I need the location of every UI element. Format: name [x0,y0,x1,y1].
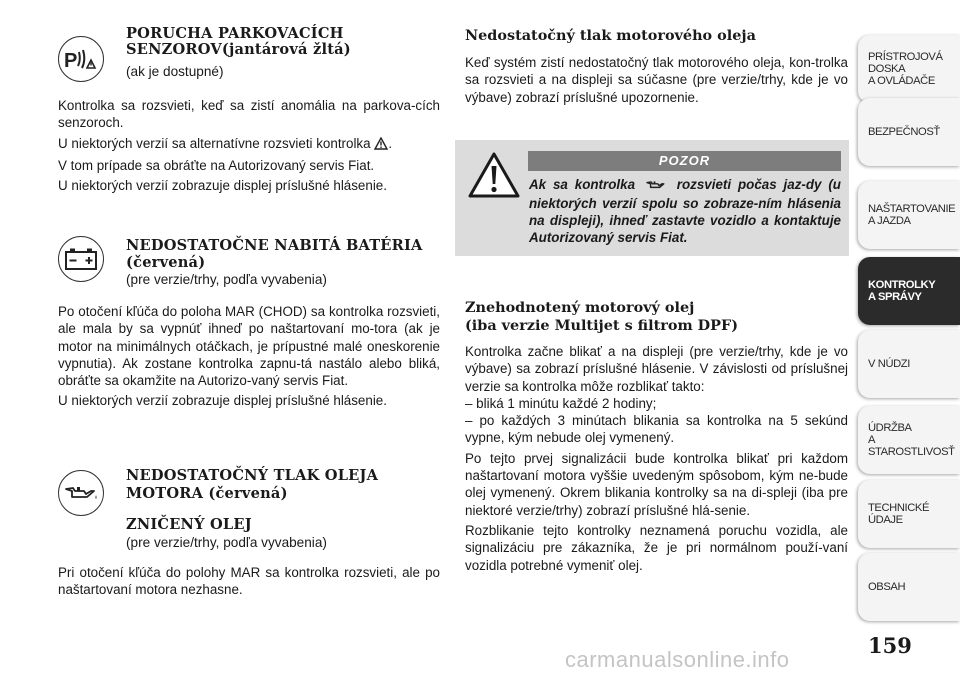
list-item: – po každých 3 minútach blikania sa kontrolka na 5 sekúnd vypne, kým nebude olej vymenený. [465,413,848,446]
tab-label: PRÍSTROJOVÁ DOSKA A OVLÁDAČE [868,51,943,87]
oil-pressure-subtitle: (pre verzie/trhy, podľa vyvabenia) [126,535,327,550]
paragraph: U niektorých verzií zobrazuje displej príslušné hlásenie. [58,178,387,194]
degraded-oil-heading-line1: Znehodnotený motorový olej [465,299,695,316]
parking-sensor-subtitle: (ak je dostupné) [126,64,224,79]
battery-subtitle: (pre verzie/trhy, podľa vyvabenia) [126,272,327,287]
svg-text:P: P [64,50,78,72]
parking-sensor-title-line2 [126,42,351,58]
tab-label: V NÚDZI [868,358,910,370]
tab-label: BEZPEČNOSŤ [868,126,940,138]
tab-maintenance[interactable] [858,406,960,474]
paragraph: Rozblikanie tejto kontrolky neznamená poruchu vozidla, ale signalizáciu pre zákazníka, že je pri normálnom použí-vaní vozidla potrebné vymeniť olej. [465,522,848,573]
parking-sensor-warning-icon [58,36,104,82]
tab-contents[interactable] [858,553,960,621]
list-item: – bliká 1 minútu každé 2 hodiny; [465,395,657,411]
paragraph-end: . [388,135,393,151]
low-oil-pressure-body [465,54,848,109]
page-number: 159 [868,633,912,658]
oil-pressure-title-line1: NEDOSTATOČNÝ TLAK OLEJA [126,467,379,484]
battery-warning-icon [58,236,104,282]
paragraph: U niektorých verzií zobrazuje displej príslušné hlásenie. [58,393,387,409]
tab-label: TECHNICKÉ ÚDAJE [868,502,930,526]
watermark: carmanualsonline.info [565,647,790,672]
tab-label: OBSAH [868,581,906,593]
paragraph: V tom prípade sa obráťte na Autorizovaný servis Fiat. [58,157,375,173]
paragraph [58,135,440,154]
warning-label: POZOR [528,151,841,171]
battery-body [58,303,440,413]
parking-sensor-title-bold: SENZOROV [126,41,222,58]
warning-text-a: Ak sa kontrolka [529,177,636,192]
tab-label: NAŠTARTOVANIE A JAZDA [868,203,956,227]
tab-label: KONTROLKY A SPRÁVY [868,279,936,303]
degraded-oil-heading-line2: (iba verzie Multijet s filtrom DPF) [465,317,739,334]
oil-can-icon [58,470,104,516]
oil-pressure-title-line2: MOTORA (červená) [126,485,288,502]
battery-title-line1: NEDOSTATOČNE NABITÁ BATÉRIA [126,237,423,254]
tab-label: ÚDRŽBA A STAROSTLIVOSŤ [868,422,955,458]
paragraph: Keď systém zistí nedostatočný tlak motorového oleja, kon-trolka sa rozsvieti a na displeji sa súčasne (pre verzie/trhy, kde je vo výbave) zobrazí príslušné upozornenie. [465,55,848,105]
oil-pressure-body [58,564,440,602]
tab-safety[interactable] [858,98,960,166]
tab-technical-data[interactable] [858,480,960,548]
degraded-oil-title: ZNIČENÝ OLEJ [126,516,252,533]
parking-sensor-title-color: (jantárová žltá) [221,41,351,58]
tab-instrument-panel[interactable] [858,35,960,103]
tab-warning-lights[interactable] [858,257,960,325]
paragraph: Kontrolka začne blikať a na displeji (pre verzie/trhy, kde je vo výbave) sa zobrazí príslušné hlásenie. V závislosti od príslušnej verzie sa kontrolka môže rozblikať takto: [465,344,848,394]
paragraph-text: U niektorých verzií sa alternatívne rozsvieti kontrolka [58,135,371,151]
warning-text-indent [465,176,841,246]
tab-emergency[interactable] [858,330,960,398]
parking-sensor-title [126,26,344,42]
oil-can-small-icon [644,178,668,195]
warning-text-b: rozsvieti počas jaz-dy (u niektorých verzií spolu so zobraze-ním hlásenia na displeji), ihneď zastavte vozidlo a kontaktuje Autorizovaný servis Fiat. [529,177,841,245]
parking-sensor-title-line1: PORUCHA PARKOVACÍCH [126,25,344,42]
warning-text [465,176,841,246]
warning-triangle-icon [374,137,388,154]
paragraph: Kontrolka sa rozsvieti, keď sa zistí anomália na parkova-cích senzoroch. [58,98,440,131]
paragraph: Po otočení kľúča do poloha MAR (CHOD) sa kontrolka rozsvieti, ale mala by sa vypnúť ihneď po naštartovaní mo-tora (ak je motor na minimálnych otáčkach, je prípustné malé oneskorenie vypnutia). Ak zostane kontrolka zapnu-tá nastálo alebo bliká, obráťte sa okamžite na Autorizo-vaný servis Fiat. [58,304,440,389]
paragraph: Po tejto prvej signalizácii bude kontrolka blikať pri každom naštartovaní motora vyššie uvedeným spôsobom, kým ne-bude olej vymenený. Okrem blikania kontrolky sa na di-spleji (iba pre niektoré verzie/trhy) zobrazí príslušné hlá-senie. [465,450,848,518]
parking-sensor-body [58,97,440,197]
low-oil-pressure-title: Nedostatočný tlak motorového oleja [465,27,756,44]
paragraph: Pri otočení kľúča do polohy MAR sa kontrolka rozsvieti, ale po naštartovaní motora nezhasne. [58,565,440,598]
degraded-oil-body [465,343,848,577]
battery-title-line2: (červená) [126,254,206,271]
tab-starting-driving[interactable] [858,181,960,249]
